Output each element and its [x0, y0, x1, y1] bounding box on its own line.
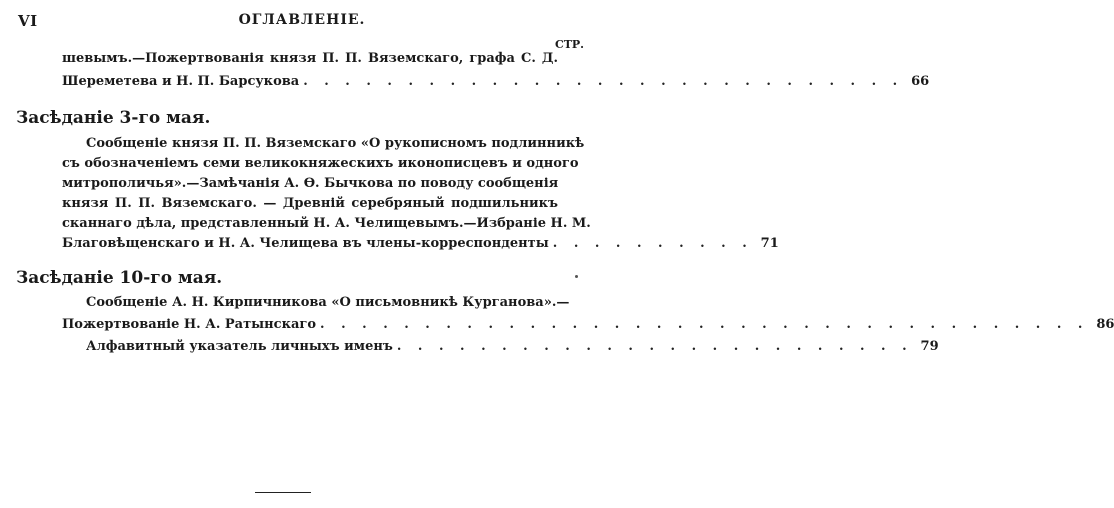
dot-leader: . . . . . . . . . . . . . . . . . . . . . . . . . . . . . . . . . . . . . — [320, 317, 1089, 332]
toc-entry-line: митрополичья».—Замѣчанія А. Ѳ. Бычкова по поводу сообщенія — [62, 176, 559, 191]
toc-entry-line: князя П. П. Вяземскаго. — Древній серебряный подшильникъ — [62, 196, 558, 211]
toc-entry-line: съ обозначеніемъ семи великокняжескихъ иконописцевъ и одного — [62, 156, 579, 171]
toc-entry-last-line — [62, 316, 1114, 334]
dot-leader: . . . . . . . . . . . . . . . . . . . . . . . . . . . . . — [303, 74, 904, 89]
toc-page-number: 66 — [911, 74, 930, 89]
toc-entry-last-line — [62, 73, 930, 91]
print-speck — [575, 275, 578, 278]
dot-leader: . . . . . . . . . . . . . . . . . . . . . . . . . — [396, 339, 913, 354]
dot-leader: . . . . . . . . . . — [552, 236, 753, 251]
section-heading: Засѣданіе 10-го мая. — [16, 268, 223, 288]
toc-page-number: 71 — [760, 236, 779, 251]
toc-entry-text: Алфавитный указатель личныхъ именъ — [86, 339, 393, 354]
page-column-label: СТР. — [554, 38, 584, 51]
toc-entry-text: Пожертвованіе Н. А. Ратынскаго — [62, 317, 317, 332]
toc-page-number: 79 — [920, 339, 939, 354]
toc-entry-line: Сообщеніе А. Н. Кирпичникова «О письмовникѣ Курганова».— — [86, 295, 570, 310]
toc-page-number: 86 — [1096, 317, 1114, 332]
section-heading: Засѣданіе 3-го мая. — [16, 108, 211, 128]
toc-entry-line: сканнаго дѣла, представленный Н. А. Челищевымъ.—Избраніе Н. М. — [62, 216, 591, 231]
toc-entry-text: Шереметева и Н. П. Барсукова — [62, 74, 300, 89]
page-title: ОГЛАВЛЕНІЕ. — [238, 12, 366, 28]
page-number: VI — [18, 12, 38, 30]
toc-entry-text: Благовѣщенскаго и Н. А. Челищева въ члены-корреспонденты — [62, 236, 549, 251]
toc-entry-line: шевымъ.—Пожертвованія князя П. П. Вяземскаго, графа С. Д. — [62, 51, 558, 66]
toc-entry-last-line — [62, 235, 779, 253]
toc-index-entry — [86, 338, 939, 356]
toc-entry-line: Сообщеніе князя П. П. Вяземскаго «О рукописномъ подлинникѣ — [86, 136, 585, 151]
closing-rule — [255, 492, 311, 493]
